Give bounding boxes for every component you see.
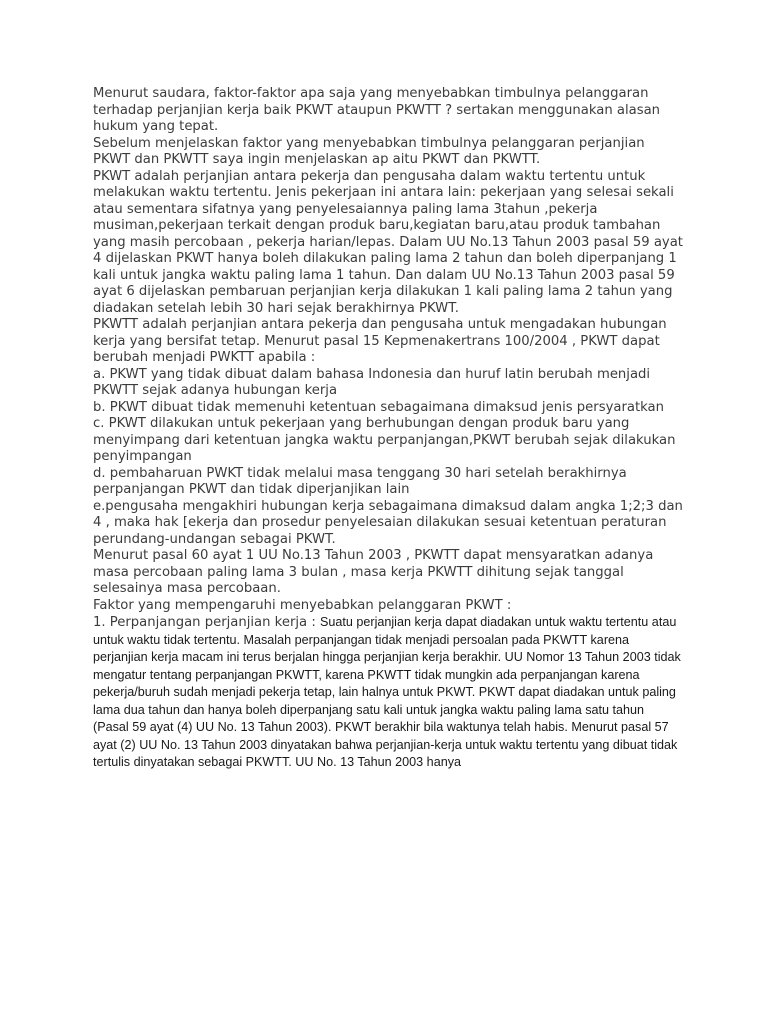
factor-1-lead: 1. Perpanjangan perjanjian kerja : [93,615,320,630]
pkwtt-definition-paragraph: PKWTT adalah perjanjian antara pekerja dan pengusaha untuk mengadakan hubungan kerja yang bersifat tetap. Menurut pasal 15 Kepmenakertrans 100/2004 , PKWT dapat berubah menjadi PWKTT apabila : [93,317,667,365]
factor-1-paragraph [93,614,683,772]
condition-e: e.pengusaha mengakhiri hubungan kerja sebagaimana dimaksud dalam angka 1;2;3 dan 4 , maka hak [ekerja dan prosedur penyelesaian dilakukan sesuai ketentuan peraturan perundang-undangan sebagai PKWT. [93,498,683,547]
pasal60-paragraph: Menurut pasal 60 ayat 1 UU No.13 Tahun 2003 , PKWTT dapat mensyaratkan adanya masa percobaan paling lama 3 bulan , masa kerja PKWTT dihitung sejak tanggal selesainya masa percobaan. [93,548,654,596]
pkwt-definition-paragraph: PKWT adalah perjanjian antara pekerja dan pengusaha dalam waktu tertentu untuk melakukan waktu tertentu. Jenis pekerjaan ini antara lain: pekerjaan yang selesai sekali atau sementara sifatnya yang penyelesaiannya paling lama 3tahun ,pekerja musiman,pekerjaan terkait dengan produk baru,kegiatan baru,atau produk tambahan yang masih percobaan , pekerja harian/lepas. Dalam UU No.13 Tahun 2003 pasal 59 ayat 4 dijelaskan PKWT hanya boleh dilakukan paling lama 2 tahun dan boleh diperpanjang 1 kali untuk jangka waktu paling lama 1 tahun. Dan dalam UU No.13 Tahun 2003 pasal 59 ayat 6 dijelaskan pembaruan perjanjian kerja dilakukan 1 kali paling lama 2 tahun yang diadakan setelah lebih 30 hari sejak berakhirnya PKWT. [93,168,683,316]
factors-heading: Faktor yang mempengaruhi menyebabkan pelanggaran PKWT : [93,597,512,613]
document-page [93,86,683,772]
factor-1-text: Suatu perjanjian kerja dapat diadakan untuk waktu tertentu atau untuk waktu tidak tertentu. Masalah perpanjangan tidak menjadi persoalan pada PKWTT karena perjanjian kerja macam ini terus berjalan hingga perjanjian kerja berakhir. UU Nomor 13 Tahun 2003 tidak mengatur tentang perpanjangan PKWTT, karena PKWTT tidak mungkin ada perpanjangan karena pekerja/buruh sudah menjadi pekerja tetap, lain halnya untuk PKWT. PKWT dapat diadakan untuk paling lama dua tahun dan hanya boleh diperpanjang satu kali untuk jangka waktu paling lama satu tahun (Pasal 59 ayat (4) UU No. 13 Tahun 2003). PKWT berakhir bila waktunya telah habis. Menurut pasal 57 ayat (2) UU No. 13 Tahun 2003 dinyatakan bahwa perjanjian-kerja untuk waktu tertentu yang dibuat tidak tertulis dinyatakan sebagai PKWTT. UU No. 13 Tahun 2003 hanya [93,615,681,769]
condition-d: d. pembaharuan PWKT tidak melalui masa tenggang 30 hari setelah berakhirnya perpanjangan PKWT dan tidak diperjanjikan lain [93,465,627,497]
condition-b: b. PKWT dibuat tidak memenuhi ketentuan sebagaimana dimaksud jenis persyaratkan [93,399,664,415]
question-paragraph: Menurut saudara, faktor-faktor apa saja yang menyebabkan timbulnya pelanggaran terhadap perjanjian kerja baik PKWT ataupun PKWTT ? sertakan menggunakan alasan hukum yang tepat. [93,86,661,134]
condition-a: a. PKWT yang tidak dibuat dalam bahasa Indonesia dan huruf latin berubah menjadi PKWTT sejak adanya hubungan kerja [93,366,651,398]
intro-paragraph: Sebelum menjelaskan faktor yang menyebabkan timbulnya pelanggaran perjanjian PKWT dan PKWTT saya ingin menjelaskan ap aitu PKWT dan PKWTT. [93,135,645,167]
condition-c: c. PKWT dilakukan untuk pekerjaan yang berhubungan dengan produk baru yang menyimpang dari ketentuan jangka waktu perpanjangan,PKWT berubah sejak dilakukan penyimpangan [93,416,676,464]
